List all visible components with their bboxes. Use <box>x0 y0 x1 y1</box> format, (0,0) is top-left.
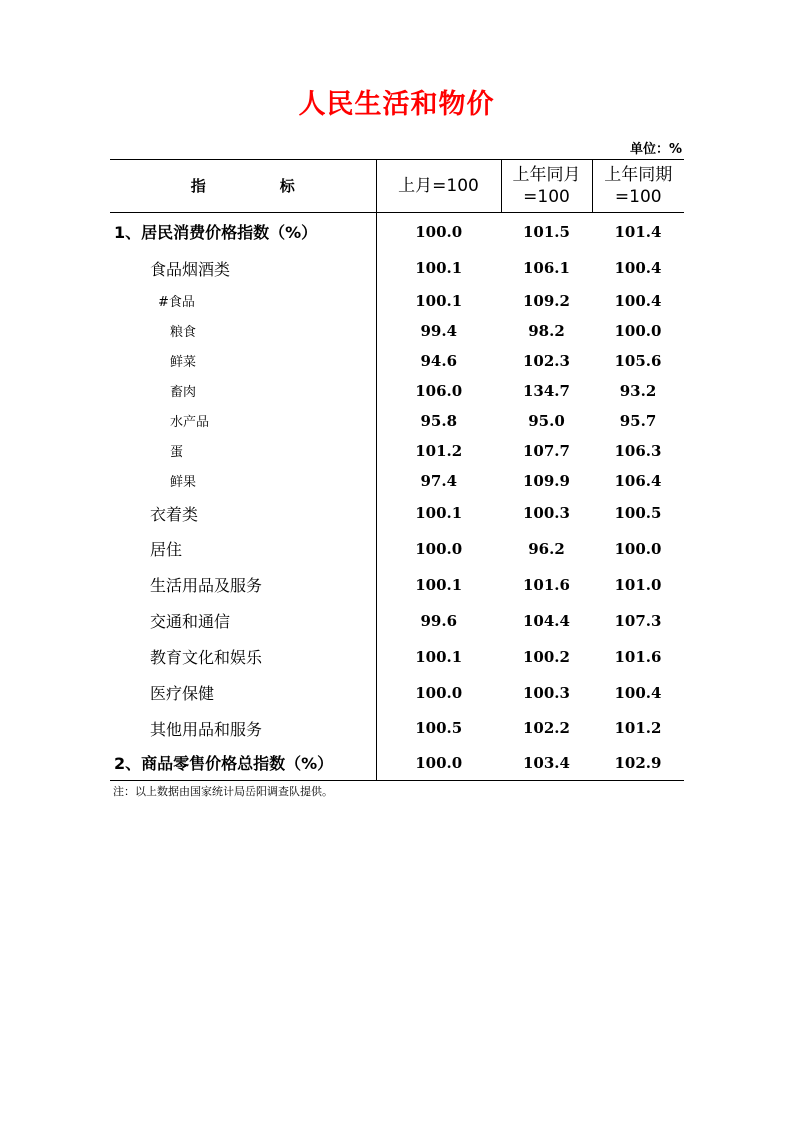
value-prev-month: 100.1 <box>376 286 501 316</box>
value-same-period: 106.4 <box>614 471 662 490</box>
value-same-month: 106.1 <box>523 259 570 277</box>
value-prev-month: 100.1 <box>376 639 501 675</box>
table-row <box>110 711 684 746</box>
header-col2-line2: =100 <box>523 187 570 207</box>
table-row <box>110 675 684 711</box>
table-row <box>110 251 684 286</box>
value-same-month: 98.2 <box>528 321 565 340</box>
value-same-month: 134.7 <box>523 381 570 400</box>
row-label: 交通和通信 <box>150 612 231 631</box>
table-row <box>110 496 684 531</box>
table-row <box>110 639 684 675</box>
table-row <box>110 376 684 406</box>
row-label: 畜肉 <box>170 385 197 400</box>
table-row <box>110 316 684 346</box>
value-same-month: 101.5 <box>523 222 570 241</box>
table-row <box>110 746 684 781</box>
row-label: 医疗保健 <box>150 684 215 703</box>
table-row <box>110 213 684 251</box>
value-prev-month: 100.1 <box>376 496 501 531</box>
value-same-month: 102.2 <box>523 719 570 737</box>
value-prev-month: 95.8 <box>376 406 501 436</box>
price-index-table <box>110 159 684 781</box>
value-same-month: 107.7 <box>523 441 570 460</box>
value-same-month: 100.3 <box>523 504 570 522</box>
value-prev-month: 106.0 <box>376 376 501 406</box>
header-col3-line2: =100 <box>614 187 662 207</box>
header-prev-month: 上月=100 <box>376 160 501 213</box>
row-label: 水产品 <box>170 415 210 430</box>
value-prev-month: 94.6 <box>376 346 501 376</box>
value-same-month: 100.3 <box>523 683 570 702</box>
value-prev-month: 100.1 <box>376 567 501 603</box>
row-label: #食品 <box>158 295 195 310</box>
value-prev-month: 100.0 <box>376 675 501 711</box>
value-same-month: 95.0 <box>528 411 565 430</box>
value-same-period: 101.0 <box>614 575 662 594</box>
value-same-period: 93.2 <box>619 381 657 400</box>
value-same-month: 100.2 <box>523 647 570 666</box>
value-prev-month: 100.5 <box>376 711 501 746</box>
header-indicator-b: 标 <box>279 177 295 195</box>
table-row <box>110 436 684 466</box>
row-label: 生活用品及服务 <box>150 576 263 595</box>
footnote: 注：以上数据由国家统计局岳阳调查队提供。 <box>113 785 333 798</box>
table-header-row <box>110 160 684 213</box>
row-label: 衣着类 <box>150 504 199 524</box>
unit-label: 单位：% <box>629 142 682 157</box>
value-prev-month: 101.2 <box>376 436 501 466</box>
row-label: 食品烟酒类 <box>150 259 231 279</box>
value-same-period: 100.5 <box>614 504 662 522</box>
value-same-month: 104.4 <box>523 611 570 630</box>
value-same-period: 101.6 <box>614 647 662 666</box>
value-same-period: 105.6 <box>614 351 662 370</box>
value-same-month: 102.3 <box>523 351 570 370</box>
value-same-period: 107.3 <box>614 611 662 630</box>
table-row <box>110 466 684 496</box>
value-same-period: 106.3 <box>614 441 662 460</box>
value-same-month: 96.2 <box>528 539 565 558</box>
row-label: 蛋 <box>170 445 184 460</box>
value-same-period: 100.0 <box>614 321 662 340</box>
table-row <box>110 406 684 436</box>
header-indicator <box>110 160 376 213</box>
header-same-month-last-year <box>501 160 592 213</box>
value-same-period: 100.4 <box>614 259 662 277</box>
value-same-month: 109.9 <box>523 471 570 490</box>
row-label: 鲜菜 <box>170 355 197 370</box>
header-same-period-last-year <box>592 160 684 213</box>
table-row <box>110 567 684 603</box>
value-same-month: 109.2 <box>523 291 570 310</box>
page-title: 人民生活和物价 <box>298 89 495 120</box>
row-label: 教育文化和娱乐 <box>150 648 263 667</box>
value-prev-month: 100.0 <box>376 213 501 251</box>
table-row <box>110 603 684 639</box>
row-label: 粮食 <box>170 325 197 340</box>
row-label: 其他用品和服务 <box>150 719 263 739</box>
value-prev-month: 99.4 <box>376 316 501 346</box>
value-same-period: 101.2 <box>614 719 662 737</box>
value-same-period: 102.9 <box>592 746 684 781</box>
header-indicator-a: 指 <box>190 177 206 195</box>
row-label: 1、居民消费价格指数（%） <box>114 223 318 243</box>
value-same-month: 103.4 <box>501 746 592 781</box>
table-row <box>110 286 684 316</box>
value-same-period: 100.0 <box>614 539 662 558</box>
row-label: 2、商品零售价格总指数（%） <box>110 746 376 781</box>
header-col2-line1: 上年同月 <box>512 165 581 185</box>
value-prev-month: 100.0 <box>376 531 501 567</box>
value-same-period: 95.7 <box>619 411 657 430</box>
value-prev-month: 100.1 <box>376 251 501 286</box>
header-col3-line1: 上年同期 <box>604 165 673 185</box>
value-prev-month: 97.4 <box>376 466 501 496</box>
value-prev-month: 99.6 <box>376 603 501 639</box>
row-label: 居住 <box>150 540 183 559</box>
value-same-month: 101.6 <box>523 575 570 594</box>
value-same-period: 100.4 <box>614 683 662 702</box>
table-row <box>110 531 684 567</box>
table-row <box>110 346 684 376</box>
value-prev-month: 100.0 <box>376 746 501 781</box>
value-same-period: 100.4 <box>614 291 662 310</box>
row-label: 鲜果 <box>170 475 197 490</box>
value-same-period: 101.4 <box>614 222 662 241</box>
